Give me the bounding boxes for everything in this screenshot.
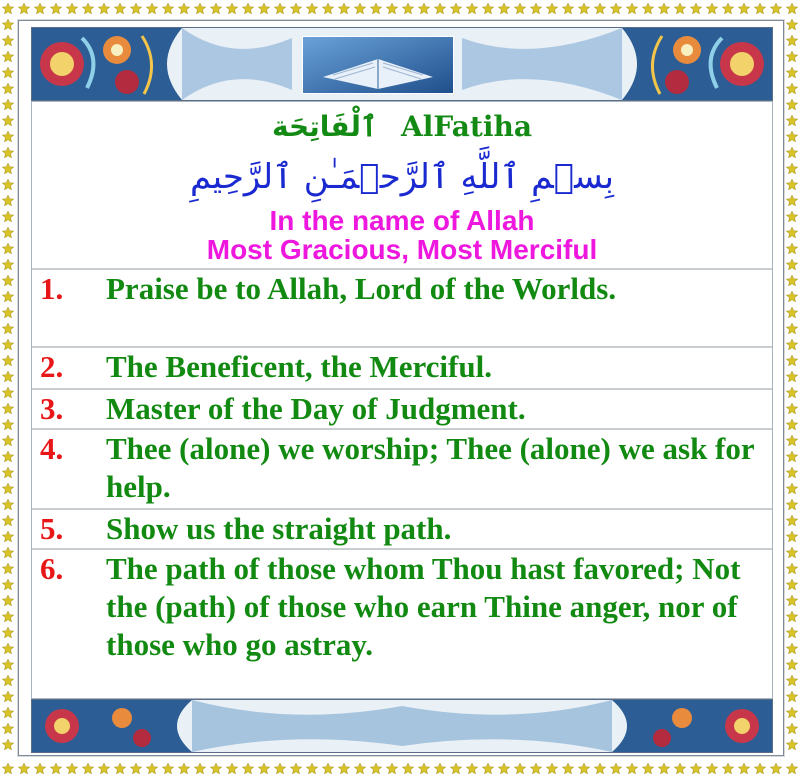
star-icon: [626, 763, 637, 774]
star-icon: [786, 763, 797, 774]
star-icon: [2, 259, 13, 270]
star-icon: [66, 763, 77, 774]
star-icon: [162, 3, 173, 14]
star-icon: [786, 99, 797, 110]
star-icon: [2, 3, 13, 14]
star-icon: [658, 763, 669, 774]
star-icon: [770, 3, 781, 14]
star-icon: [2, 531, 13, 542]
star-icon: [2, 243, 13, 254]
star-icon: [786, 563, 797, 574]
verse-number: 4.: [40, 431, 64, 466]
star-icon: [786, 83, 797, 94]
surah-title-english: AlFatiha: [401, 110, 532, 143]
surah-title-arabic: ٱلْفَاتِحَة: [272, 110, 378, 143]
verse-number: 6.: [40, 551, 64, 586]
star-icon: [226, 763, 237, 774]
star-icon: [786, 435, 797, 446]
star-icon: [2, 579, 13, 590]
star-icon: [210, 3, 221, 14]
verse-text: Praise be to Allah, Lord of the Worlds.: [106, 271, 617, 306]
star-icon: [786, 483, 797, 494]
star-icon: [2, 307, 13, 318]
star-icon: [82, 763, 93, 774]
star-icon: [2, 419, 13, 430]
star-icon: [642, 763, 653, 774]
star-icon: [786, 595, 797, 606]
star-icon: [2, 115, 13, 126]
star-icon: [98, 3, 109, 14]
star-icon: [786, 131, 797, 142]
star-icon: [2, 547, 13, 558]
star-icon: [786, 19, 797, 30]
star-icon: [2, 451, 13, 462]
right-floral-ornament: [622, 28, 772, 100]
verse-text: The Beneficent, the Merciful.: [106, 349, 492, 384]
star-icon: [2, 403, 13, 414]
star-icon: [2, 467, 13, 478]
star-icon: [786, 499, 797, 510]
star-icon: [786, 707, 797, 718]
star-icon: [210, 763, 221, 774]
star-icon: [786, 451, 797, 462]
star-icon: [722, 3, 733, 14]
star-icon: [370, 3, 381, 14]
star-icon: [610, 763, 621, 774]
star-icon: [546, 3, 557, 14]
top-ornament-band: [31, 27, 773, 101]
star-icon: [786, 51, 797, 62]
star-icon: [130, 3, 141, 14]
star-icon: [722, 763, 733, 774]
star-icon: [2, 67, 13, 78]
star-icon: [562, 3, 573, 14]
star-icon: [2, 611, 13, 622]
star-icon: [786, 547, 797, 558]
star-icon: [482, 3, 493, 14]
star-icon: [2, 51, 13, 62]
star-icon: [626, 3, 637, 14]
star-icon: [786, 627, 797, 638]
star-icon: [322, 763, 333, 774]
star-icon: [354, 763, 365, 774]
star-icon: [786, 355, 797, 366]
star-icon: [450, 763, 461, 774]
star-icon: [2, 499, 13, 510]
star-icon: [786, 579, 797, 590]
star-icon: [674, 763, 685, 774]
star-icon: [786, 243, 797, 254]
star-icon: [786, 323, 797, 334]
star-icon: [2, 131, 13, 142]
star-icon: [2, 291, 13, 302]
star-icon: [2, 195, 13, 206]
bottom-ornament: [32, 700, 772, 752]
star-icon: [786, 419, 797, 430]
verse-row: [32, 348, 772, 390]
star-icon: [354, 3, 365, 14]
star-icon: [18, 763, 29, 774]
star-icon: [498, 3, 509, 14]
star-icon: [786, 675, 797, 686]
star-icon: [546, 763, 557, 774]
star-icon: [770, 763, 781, 774]
star-icon: [258, 763, 269, 774]
star-icon: [2, 739, 13, 750]
surah-header: [32, 102, 772, 270]
surah-title: [32, 110, 772, 143]
star-icon: [450, 3, 461, 14]
star-icon: [738, 3, 749, 14]
star-icon: [658, 3, 669, 14]
star-icon: [2, 323, 13, 334]
star-icon: [306, 763, 317, 774]
star-icon: [2, 691, 13, 702]
star-icon: [786, 659, 797, 670]
star-icon: [786, 67, 797, 78]
star-icon: [146, 763, 157, 774]
bottom-ornament-band: [31, 699, 773, 753]
surah-content: [31, 101, 773, 699]
star-icon: [2, 99, 13, 110]
star-icon: [2, 211, 13, 222]
star-icon: [18, 3, 29, 14]
star-icon: [146, 3, 157, 14]
star-icon: [2, 483, 13, 494]
star-icon: [578, 763, 589, 774]
star-icon: [66, 3, 77, 14]
star-icon: [2, 35, 13, 46]
star-icon: [258, 3, 269, 14]
star-icon: [786, 467, 797, 478]
star-icon: [786, 259, 797, 270]
star-icon: [50, 3, 61, 14]
star-icon: [2, 563, 13, 574]
bismillah-translation-line-1: In the name of Allah: [269, 205, 535, 236]
star-icon: [594, 3, 605, 14]
verse-text: Show us the straight path.: [106, 511, 452, 546]
star-icon: [498, 763, 509, 774]
star-icon: [786, 643, 797, 654]
star-icon: [706, 763, 717, 774]
bismillah-translation: [32, 206, 772, 264]
star-icon: [2, 723, 13, 734]
star-icon: [2, 627, 13, 638]
star-icon: [338, 3, 349, 14]
verse-number: 3.: [40, 391, 64, 426]
star-icon: [434, 3, 445, 14]
star-icon: [786, 723, 797, 734]
star-icon: [706, 3, 717, 14]
star-icon: [2, 643, 13, 654]
verse-row: [32, 550, 772, 704]
verse-text: The path of those whom Thou hast favored; Not the (path) of those who earn Thine anger, nor of those who go astray.: [106, 551, 741, 662]
star-icon: [162, 763, 173, 774]
star-icon: [2, 515, 13, 526]
star-icon: [530, 763, 541, 774]
verse-text: Master of the Day of Judgment.: [106, 391, 526, 426]
star-icon: [2, 227, 13, 238]
star-icon: [786, 275, 797, 286]
left-floral-ornament: [32, 28, 182, 100]
verse-row: [32, 510, 772, 550]
star-icon: [2, 707, 13, 718]
star-icon: [2, 595, 13, 606]
star-icon: [418, 3, 429, 14]
star-icon: [786, 515, 797, 526]
star-icon: [2, 179, 13, 190]
star-icon: [306, 3, 317, 14]
star-icon: [2, 659, 13, 670]
star-icon: [610, 3, 621, 14]
star-icon: [674, 3, 685, 14]
star-icon: [738, 763, 749, 774]
star-icon: [194, 763, 205, 774]
star-icon: [370, 763, 381, 774]
star-icon: [226, 3, 237, 14]
bismillah-arabic: بِسۡمِ ٱللَّهِ ٱلرَّحۡمَـٰنِ ٱلرَّحِيمِ: [190, 157, 614, 197]
star-icon: [2, 275, 13, 286]
page-frame: [18, 20, 784, 756]
star-icon: [786, 339, 797, 350]
star-icon: [482, 763, 493, 774]
quran-book-image: [302, 36, 454, 94]
star-icon: [2, 19, 13, 30]
star-icon: [242, 763, 253, 774]
star-icon: [274, 3, 285, 14]
star-icon: [786, 147, 797, 158]
star-icon: [466, 763, 477, 774]
star-icon: [2, 163, 13, 174]
star-icon: [690, 763, 701, 774]
star-icon: [322, 3, 333, 14]
star-icon: [34, 3, 45, 14]
verse-row: [32, 270, 772, 348]
star-icon: [434, 763, 445, 774]
star-icon: [98, 763, 109, 774]
star-icon: [34, 763, 45, 774]
star-icon: [642, 3, 653, 14]
star-icon: [514, 3, 525, 14]
star-icon: [386, 763, 397, 774]
star-icon: [786, 691, 797, 702]
star-icon: [786, 531, 797, 542]
star-icon: [242, 3, 253, 14]
star-icon: [786, 195, 797, 206]
star-icon: [194, 3, 205, 14]
star-icon: [2, 387, 13, 398]
star-icon: [514, 763, 525, 774]
star-icon: [786, 115, 797, 126]
star-icon: [578, 3, 589, 14]
star-icon: [786, 3, 797, 14]
star-icon: [2, 355, 13, 366]
star-icon: [82, 3, 93, 14]
star-icon: [2, 339, 13, 350]
star-icon: [530, 3, 541, 14]
star-icon: [754, 3, 765, 14]
star-icon: [466, 3, 477, 14]
verse-number: 2.: [40, 349, 64, 384]
star-icon: [386, 3, 397, 14]
star-icon: [2, 371, 13, 382]
star-icon: [418, 763, 429, 774]
verse-row: [32, 390, 772, 430]
star-icon: [2, 675, 13, 686]
star-icon: [594, 763, 605, 774]
star-icon: [290, 763, 301, 774]
star-icon: [786, 307, 797, 318]
star-icon: [562, 763, 573, 774]
star-icon: [402, 3, 413, 14]
star-icon: [786, 35, 797, 46]
verse-text: Thee (alone) we worship; Thee (alone) we ask for help.: [106, 431, 755, 504]
star-icon: [50, 763, 61, 774]
verse-row: [32, 430, 772, 510]
star-icon: [178, 3, 189, 14]
star-icon: [786, 163, 797, 174]
star-icon: [754, 763, 765, 774]
star-icon: [786, 371, 797, 382]
star-icon: [130, 763, 141, 774]
star-icon: [402, 763, 413, 774]
star-icon: [114, 763, 125, 774]
star-icon: [786, 611, 797, 622]
verse-number: 5.: [40, 511, 64, 546]
star-icon: [690, 3, 701, 14]
star-icon: [274, 763, 285, 774]
star-icon: [114, 3, 125, 14]
star-icon: [786, 403, 797, 414]
star-icon: [786, 227, 797, 238]
star-icon: [786, 387, 797, 398]
verse-number: 1.: [40, 271, 64, 306]
star-icon: [2, 763, 13, 774]
star-icon: [290, 3, 301, 14]
star-icon: [786, 179, 797, 190]
bismillah-translation-line-2: Most Gracious, Most Merciful: [206, 234, 598, 265]
star-icon: [178, 763, 189, 774]
star-icon: [786, 291, 797, 302]
star-icon: [786, 739, 797, 750]
star-icon: [2, 147, 13, 158]
star-icon: [2, 435, 13, 446]
star-icon: [338, 763, 349, 774]
star-icon: [786, 211, 797, 222]
star-icon: [2, 83, 13, 94]
